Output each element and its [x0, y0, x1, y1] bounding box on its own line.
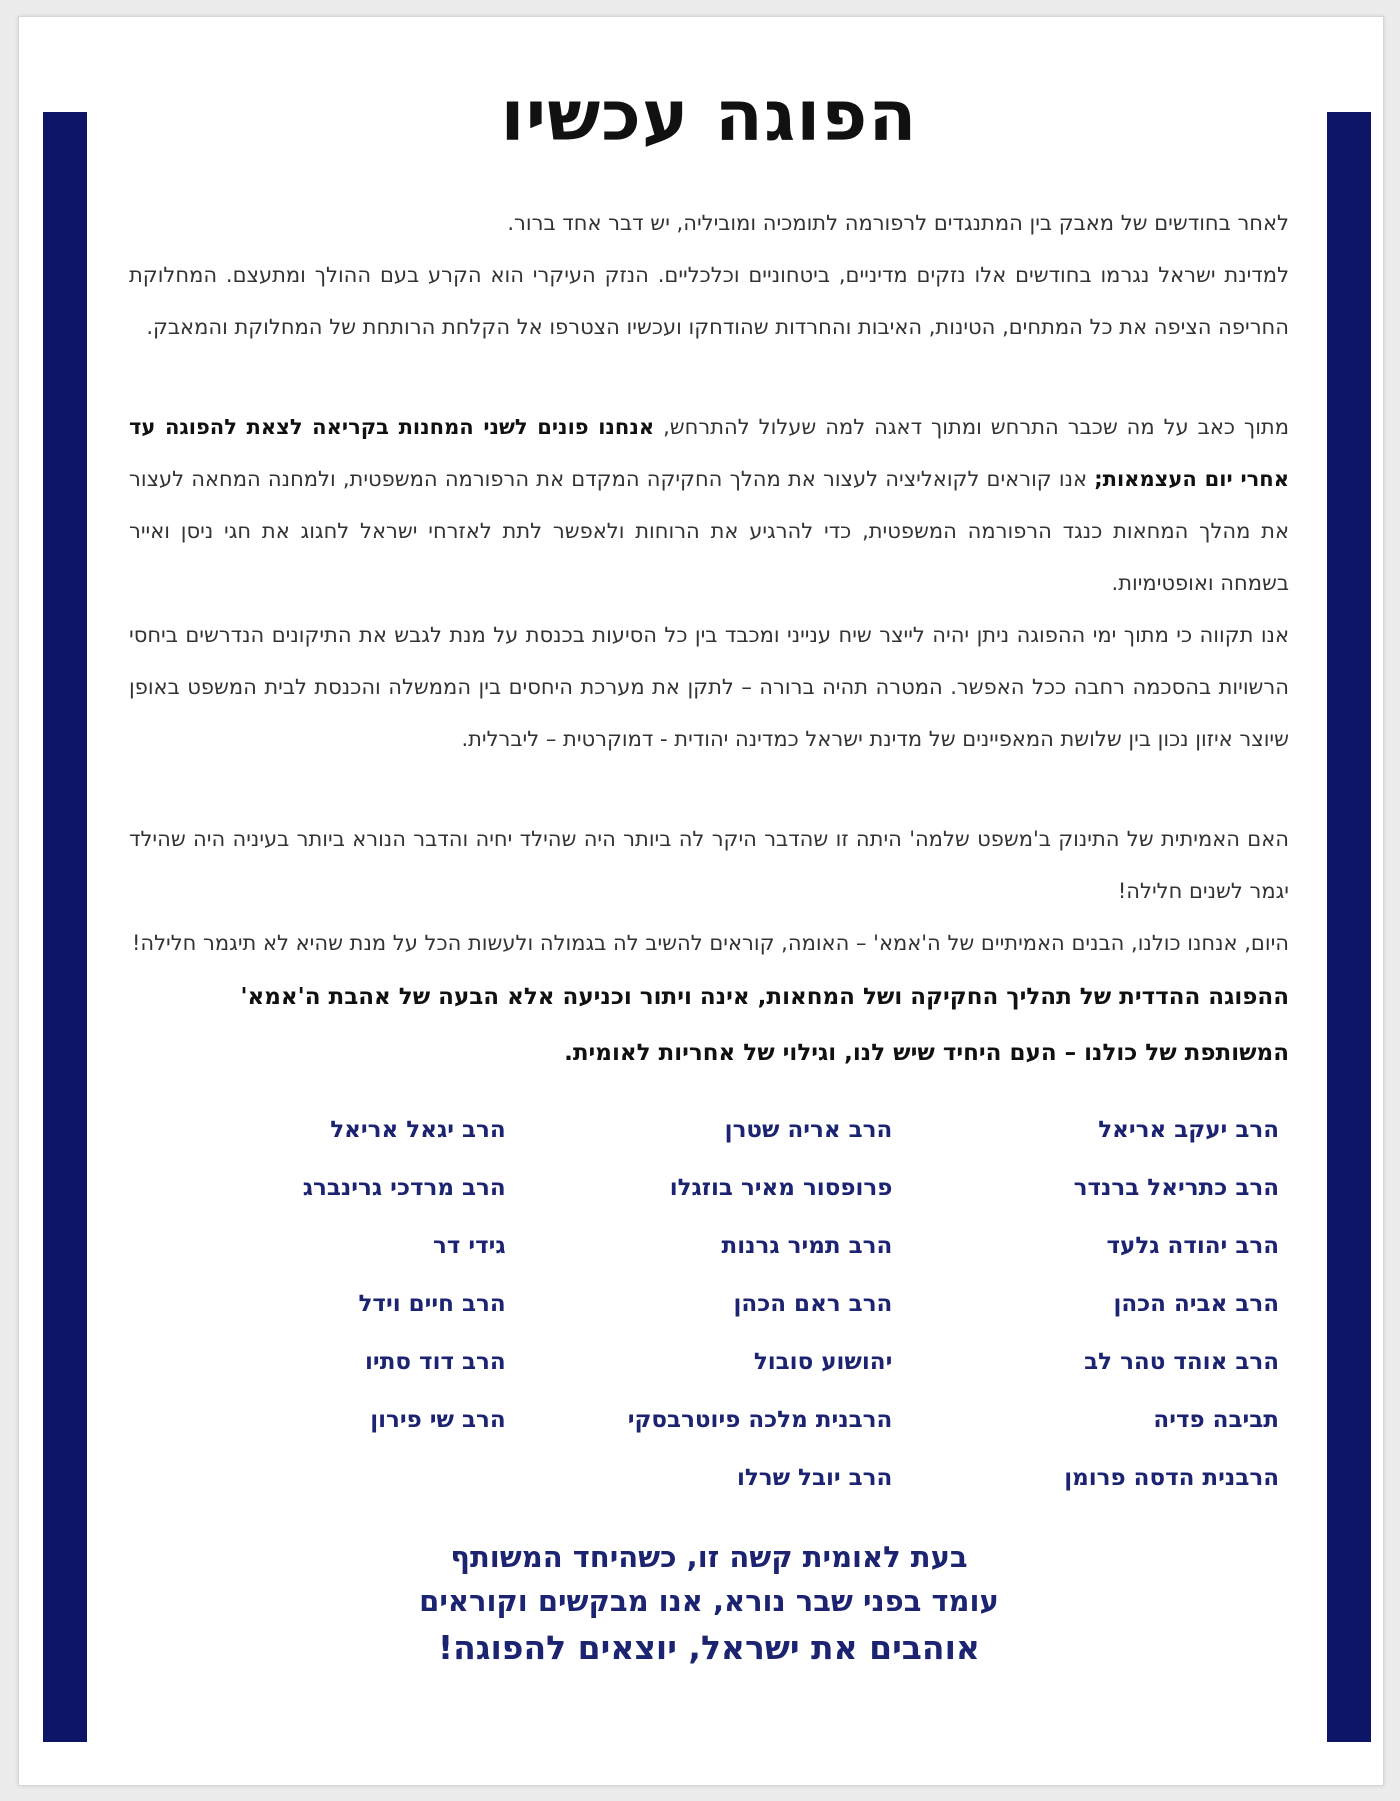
- signer-name: הרבנית מלכה פיוטרבסקי: [627, 1407, 893, 1433]
- signer-name: הרב יובל שרלו: [736, 1465, 893, 1491]
- paragraph-3-end: אנו קוראים לקואליציה לעצור את מהלך החקיקה המקדם את הרפורמה המשפטית, ולמחנה המחאה לעצור את מהלך המחאות כנגד הרפורמה המשפטית, כדי להרגיע את הרוחות ולאפשר לתת לאזרחי ישראל לחגוג את חגי ניסן ואייר בשמחה ואופטימיות.: [129, 467, 1289, 595]
- paragraph-3-bold: אנחנו פונים לשני המחנות בקריאה לצאת להפוגה עד אחרי יום העצמאות;: [129, 415, 1289, 491]
- paragraph-6: היום, אנחנו כולנו, הבנים האמיתיים של ה'אמא' – האומה, קוראים להשיב לה בגמולה ולעשות הכל על מנת שהיא לא תיגמר חלילה!: [131, 931, 1289, 955]
- signer-name: גידי דר: [432, 1233, 506, 1259]
- signer-name: הרב אוהד טהר לב: [1084, 1349, 1279, 1375]
- signer-name: הרב מרדכי גרינברג: [302, 1175, 506, 1201]
- right-border-bar: [1327, 112, 1371, 1742]
- signer-name: הרב חיים וידל: [358, 1291, 506, 1317]
- signer-name: הרב שי פירון: [370, 1407, 506, 1433]
- signer-name: [129, 1449, 516, 1507]
- signer-name: הרב ראם הכהן: [733, 1291, 893, 1317]
- document-content: [129, 57, 1289, 1673]
- document-page: [18, 16, 1384, 1786]
- signer-name: הרב כתריאל ברנדר: [1073, 1175, 1279, 1201]
- signer-name: הרב יהודה גלעד: [1106, 1233, 1279, 1259]
- signer-name: פרופסור מאיר בוזגלו: [669, 1175, 893, 1201]
- paragraph-7: ההפוגה ההדדית של תהליך החקיקה ושל המחאות, אינה ויתור וכניעה אלא הבעה של אהבת ה'אמא' המשותפת של כולנו – העם היחיד שיש לנו, וגילוי של אחריות לאומית.: [240, 984, 1289, 1066]
- closing-line-1: בעת לאומית קשה זו, כשהיחד המשותף: [450, 1540, 968, 1574]
- closing-line-2: עומד בפני שבר נורא, אנו מבקשים וקוראים: [419, 1584, 999, 1618]
- paragraph-2: למדינת ישראל נגרמו בחודשים אלו נזקים מדיניים, ביטחוניים וכלכליים. הנזק העיקרי הוא הקרע בעם ההולך ומתעצם. המחלוקת החריפה הציפה את כל המתחים, הטינות, האיבות והחרדות שהודחקו ועכשיו הצטרפו אל הקלחת הרותחת של המחלוקת והמאבק.: [129, 263, 1289, 339]
- paragraph-3-start: מתוך כאב על מה שכבר התרחש ומתוך דאגה למה שעלול להתרחש,: [654, 415, 1289, 439]
- paragraph-5: האם האמיתית של התינוק ב'משפט שלמה' היתה זו שהדבר היקר לה ביותר היה שהילד יחיה והדבר הנורא ביותר בעיניה היה שהילד יגמר לשנים חלילה!: [129, 827, 1289, 903]
- signer-name: הרב יעקב אריאל: [1098, 1117, 1279, 1143]
- signer-name: הרבנית הדסה פרומן: [1064, 1465, 1279, 1491]
- closing-call: [129, 1535, 1289, 1673]
- signer-name: הרב אריה שטרן: [724, 1117, 893, 1143]
- signer-name: תביבה פדיה: [1153, 1407, 1279, 1433]
- signers-list: [129, 1101, 1289, 1507]
- spacer: [129, 353, 1289, 401]
- signer-name: הרב תמיר גרנות: [721, 1233, 893, 1259]
- left-border-bar: [43, 112, 87, 1742]
- signer-name: הרב אביה הכהן: [1113, 1291, 1279, 1317]
- signer-name: הרב יגאל אריאל: [330, 1117, 506, 1143]
- paragraph-3: [129, 401, 1289, 609]
- paragraph-1: לאחר בחודשים של מאבק בין המתנגדים לרפורמה לתומכיה ומוביליה, יש דבר אחד ברור.: [507, 211, 1289, 235]
- page-title: הפוגה עכשיו: [500, 75, 918, 157]
- paragraph-4: אנו תקווה כי מתוך ימי ההפוגה ניתן יהיה לייצר שיח ענייני ומכבד בין כל הסיעות בכנסת על מנת לגבש את התיקונים הנדרשים ביחסי הרשויות בהסכמה רחבה ככל האפשר. המטרה תהיה ברורה – לתקן את מערכת היחסים בין הממשלה והכנסת לבית המשפט באופן שיוצר איזון נכון בין שלושת המאפיינים של מדינת ישראל כמדינה יהודית - דמוקרטית – ליברלית.: [129, 623, 1289, 751]
- signer-name: הרב דוד סתיו: [365, 1349, 506, 1375]
- signer-name: יהושוע סובול: [753, 1349, 893, 1375]
- closing-line-3: אוהבים את ישראל, יוצאים להפוגה!: [438, 1628, 980, 1667]
- spacer: [129, 765, 1289, 813]
